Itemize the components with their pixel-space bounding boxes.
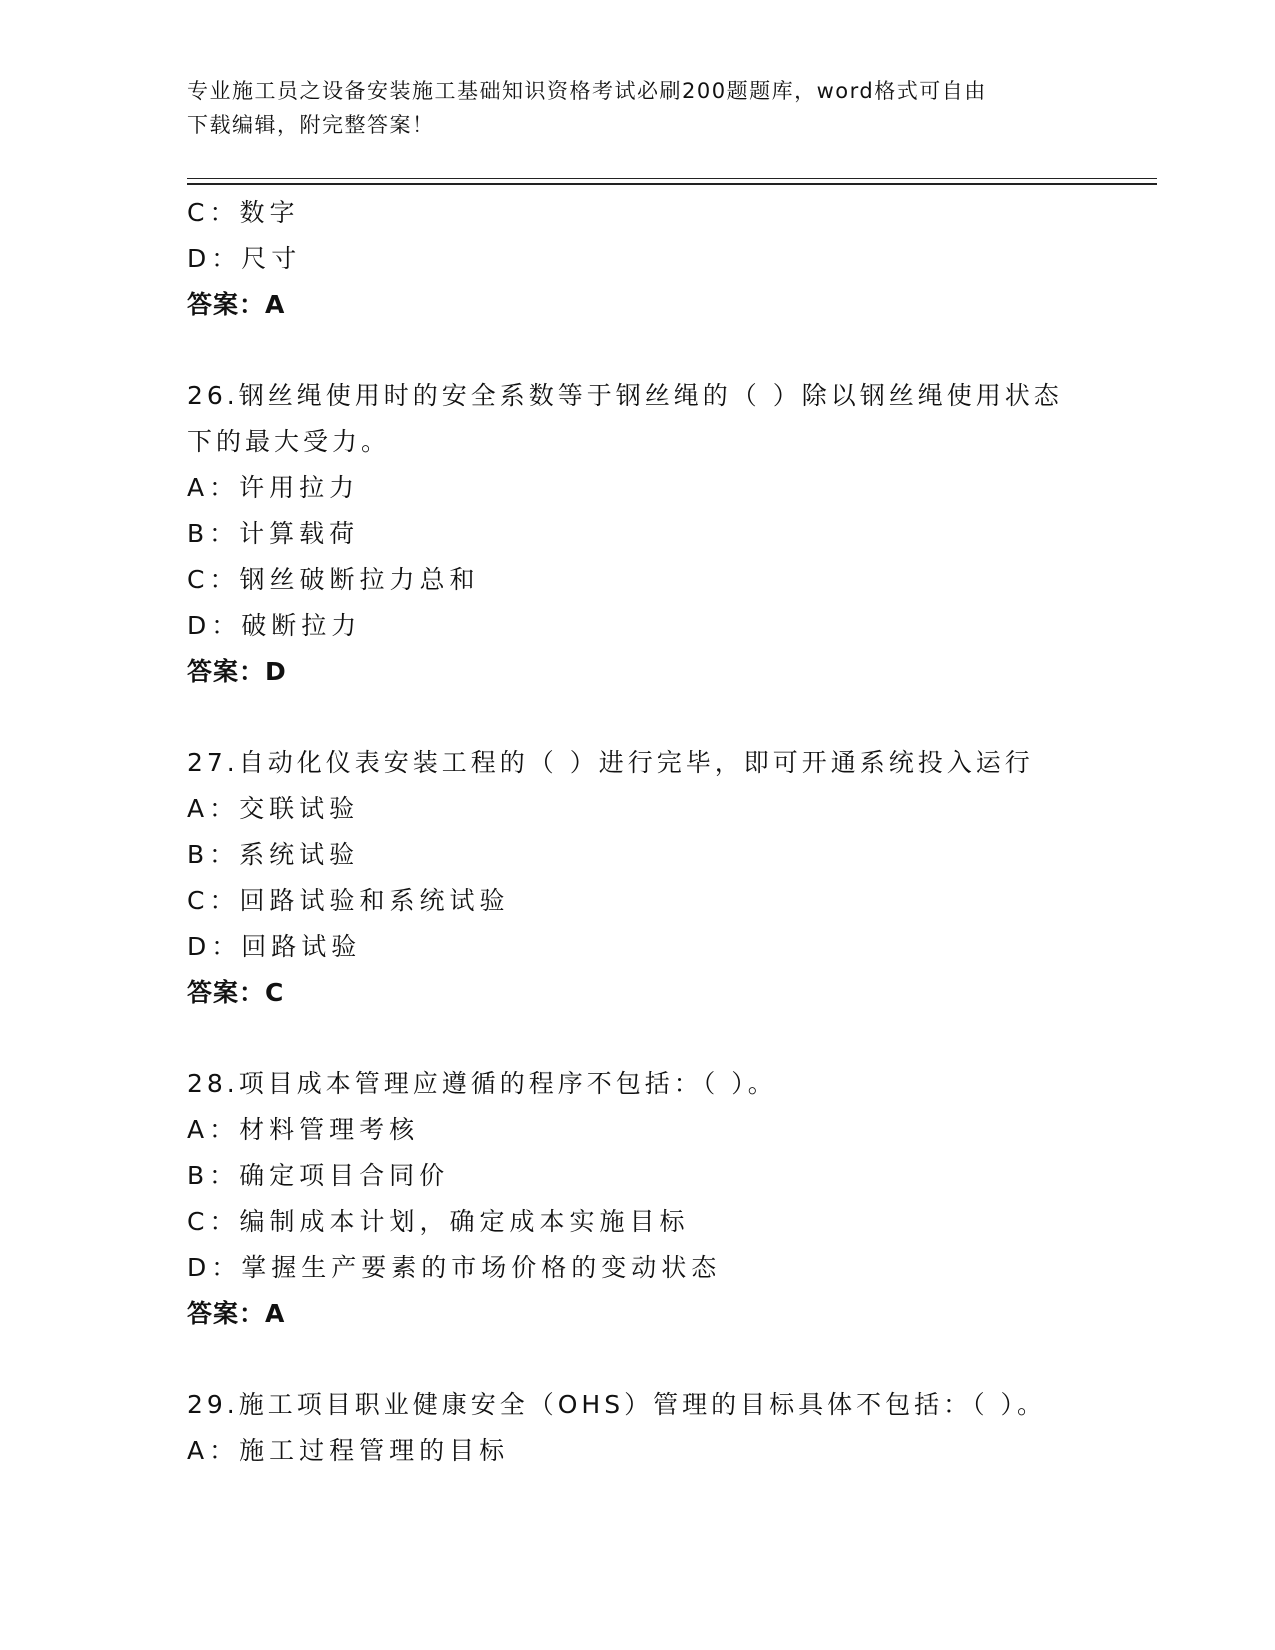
header-divider-thick (187, 183, 1157, 185)
document-header (187, 74, 1067, 142)
header-line-2: 下载编辑，附完整答案！ (187, 113, 435, 137)
option-a: A：材料管理考核 (187, 1115, 420, 1144)
question-block-27 (187, 740, 1087, 1016)
header-line-1: 专业施工员之设备安装施工基础知识资格考试必刷200题题库，word格式可自由 (187, 79, 987, 103)
question-text: 29.施工项目职业健康安全（OHS）管理的目标具体不包括：（ ）。 (187, 1390, 1047, 1419)
question-text: 27.自动化仪表安装工程的（ ）进行完毕，即可开通系统投入运行 (187, 748, 1034, 777)
question-block-29 (187, 1382, 1087, 1474)
question-block-26 (187, 373, 1087, 695)
answer-line: 答案：C (187, 978, 285, 1007)
answer-line: 答案：A (187, 1299, 286, 1328)
question-text: 28.项目成本管理应遵循的程序不包括：（ ）。 (187, 1069, 777, 1098)
question-list (187, 190, 1087, 1474)
option-c: C：钢丝破断拉力总和 (187, 565, 480, 594)
option-d: D：破断拉力 (187, 611, 362, 640)
option-d: D：尺寸 (187, 244, 302, 273)
option-b: B：确定项目合同价 (187, 1161, 450, 1190)
option-d: D：回路试验 (187, 932, 362, 961)
option-c: C：回路试验和系统试验 (187, 886, 510, 915)
question-block-25 (187, 190, 1087, 328)
question-block-28 (187, 1061, 1087, 1337)
question-text: 26.钢丝绳使用时的安全系数等于钢丝绳的（ ）除以钢丝绳使用状态 (187, 381, 1063, 410)
option-c: C：数字 (187, 198, 300, 227)
option-a: A：许用拉力 (187, 473, 360, 502)
option-b: B：系统试验 (187, 840, 360, 869)
option-b: B：计算载荷 (187, 519, 360, 548)
option-d: D：掌握生产要素的市场价格的变动状态 (187, 1253, 722, 1282)
header-divider-thin (187, 178, 1157, 179)
answer-line: 答案：D (187, 657, 287, 686)
answer-line: 答案：A (187, 290, 286, 319)
option-c: C：编制成本计划，确定成本实施目标 (187, 1207, 690, 1236)
question-text-continued: 下的最大受力。 (187, 427, 391, 456)
option-a: A：交联试验 (187, 794, 360, 823)
option-a: A：施工过程管理的目标 (187, 1436, 510, 1465)
